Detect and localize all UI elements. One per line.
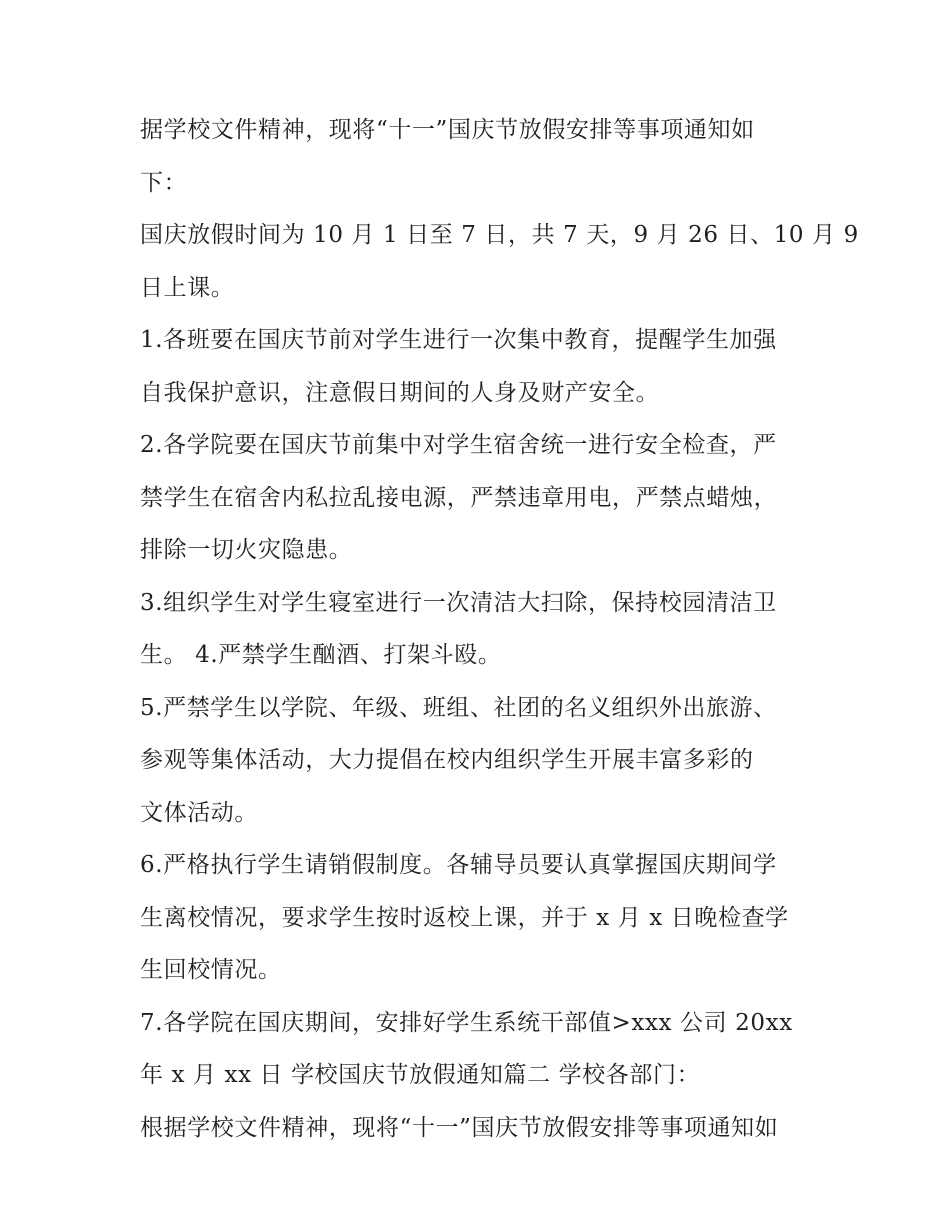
text-line: 下： — [140, 169, 188, 196]
text-line: 自我保护意识，注意假日期间的人身及财产安全。 — [140, 379, 660, 406]
text-line: 1.各班要在国庆节前对学生进行一次集中教育，提醒学生加强 — [140, 327, 777, 353]
text-line: 据学校文件精神，现将“十一”国庆节放假安排等事项通知如 — [140, 117, 755, 143]
text-line: 参观等集体活动，大力提倡在校内组织学生开展丰富多彩的 — [140, 747, 754, 773]
text-line: 3.组织学生对学生寝室进行一次清洁大扫除，保持校园清洁卫 — [140, 589, 777, 616]
text-line: 国庆放假时间为 10 月 1 日至 7 日，共 7 天，9 月 26 日、10 月 9 — [140, 222, 859, 248]
text-line: 2.各学院要在国庆节前集中对学生宿舍统一进行安全检查，严 — [140, 432, 777, 458]
text-line: 禁学生在宿舍内私拉乱接电源，严禁违章用电，严禁点蜡烛， — [140, 484, 778, 511]
text-line: 生离校情况，要求学生按时返校上课，并于 x 月 x 日晚检查学 — [140, 904, 789, 931]
text-line: 文体活动。 — [140, 799, 258, 826]
text-line: 排除一切火灾隐患。 — [140, 537, 353, 563]
text-line: 7.各学院在国庆期间，安排好学生系统干部值>xxx 公司 20xx — [140, 1009, 793, 1036]
text-line: 6.严格执行学生请销假制度。各辅导员要认真掌握国庆期间学 — [140, 852, 777, 878]
text-line: 根据学校文件精神，现将“十一”国庆节放假安排等事项通知如 — [140, 1114, 779, 1141]
text-line: 5.严禁学生以学院、年级、班组、社团的名义组织外出旅游、 — [140, 694, 777, 721]
text-line: 年 x 月 xx 日 学校国庆节放假通知篇二 学校各部门： — [140, 1062, 701, 1088]
text-line: 生。 4.严禁学生酗酒、打架斗殴。 — [140, 642, 502, 668]
document-body — [140, 104, 859, 1154]
text-line: 生回校情况。 — [140, 957, 282, 983]
text-line: 日上课。 — [140, 274, 235, 301]
